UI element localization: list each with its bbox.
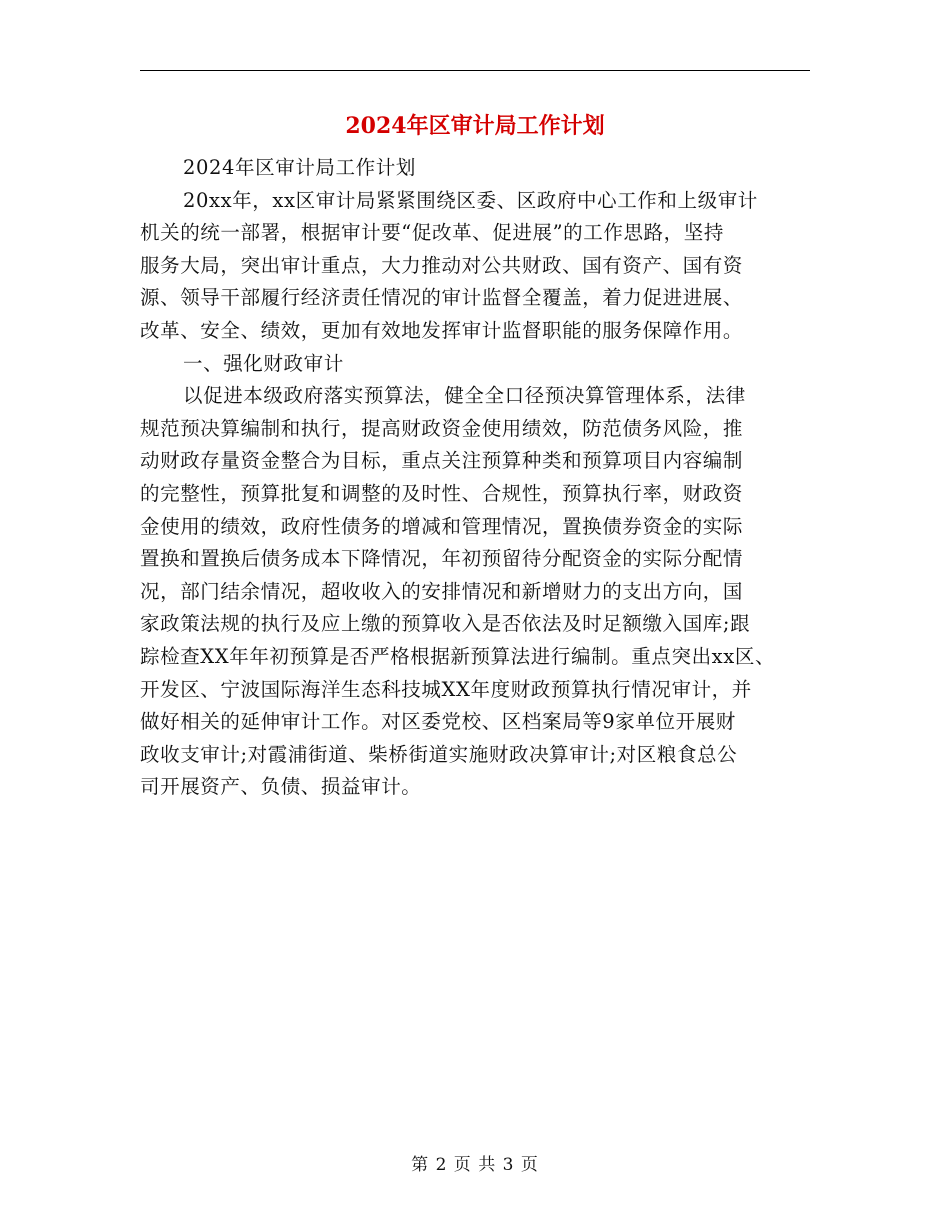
page-number: 第 2 页 共 3 页 <box>411 1155 539 1175</box>
body-line: 20xx年，xx区审计局紧紧围绕区委、区政府中心工作和上级审计 <box>183 188 758 212</box>
body-line: 动财政存量资金整合为目标，重点关注预算种类和预算项目内容编制 <box>140 449 744 473</box>
body-line: 规范预决算编制和执行，提高财政资金使用绩效，防范债务风险，推 <box>140 416 744 440</box>
body-line: 政收支审计;对霞浦街道、柴桥街道实施财政决算审计;对区粮食总公 <box>140 742 738 766</box>
body-line: 的完整性，预算批复和调整的及时性、合规性，预算执行率，财政资 <box>140 481 744 505</box>
body-line: 家政策法规的执行及应上缴的预算收入是否依法及时足额缴入国库;跟 <box>140 612 751 636</box>
body-line: 金使用的绩效，政府性债务的增减和管理情况，置换债券资金的实际 <box>140 514 744 538</box>
document-body <box>140 152 810 804</box>
body-line: 开发区、宁波国际海洋生态科技城XX年度财政预算执行情况审计，并 <box>140 677 752 701</box>
body-line: 2024年区审计局工作计划 <box>183 156 416 179</box>
header-rule <box>140 70 810 71</box>
body-line: 置换和置换后债务成本下降情况，年初预留待分配资金的实际分配情 <box>140 547 744 571</box>
body-line: 况，部门结余情况，超收收入的安排情况和新增财力的支出方向，国 <box>140 579 744 603</box>
document-title: 2024年区审计局工作计划 <box>345 113 605 139</box>
body-line: 踪检查XX年年初预算是否严格根据新预算法进行编制。重点突出xx区、 <box>140 644 776 668</box>
body-line: 做好相关的延伸审计工作。对区委党校、区档案局等9家单位开展财 <box>140 710 736 734</box>
body-line: 改革、安全、绩效，更加有效地发挥审计监督职能的服务保障作用。 <box>140 318 744 342</box>
body-line: 以促进本级政府落实预算法，健全全口径预决算管理体系，法律 <box>183 384 746 408</box>
body-line: 服务大局，突出审计重点，大力推动对公共财政、国有资产、国有资 <box>140 253 744 277</box>
body-line: 司开展资产、负债、损益审计。 <box>140 775 422 799</box>
body-line: 机关的统一部署，根据审计要“促改革、促进展”的工作思路，坚持 <box>140 221 724 245</box>
section-heading: 一、强化财政审计 <box>183 351 344 375</box>
body-line: 源、领导干部履行经济责任情况的审计监督全覆盖，着力促进进展、 <box>140 286 744 310</box>
